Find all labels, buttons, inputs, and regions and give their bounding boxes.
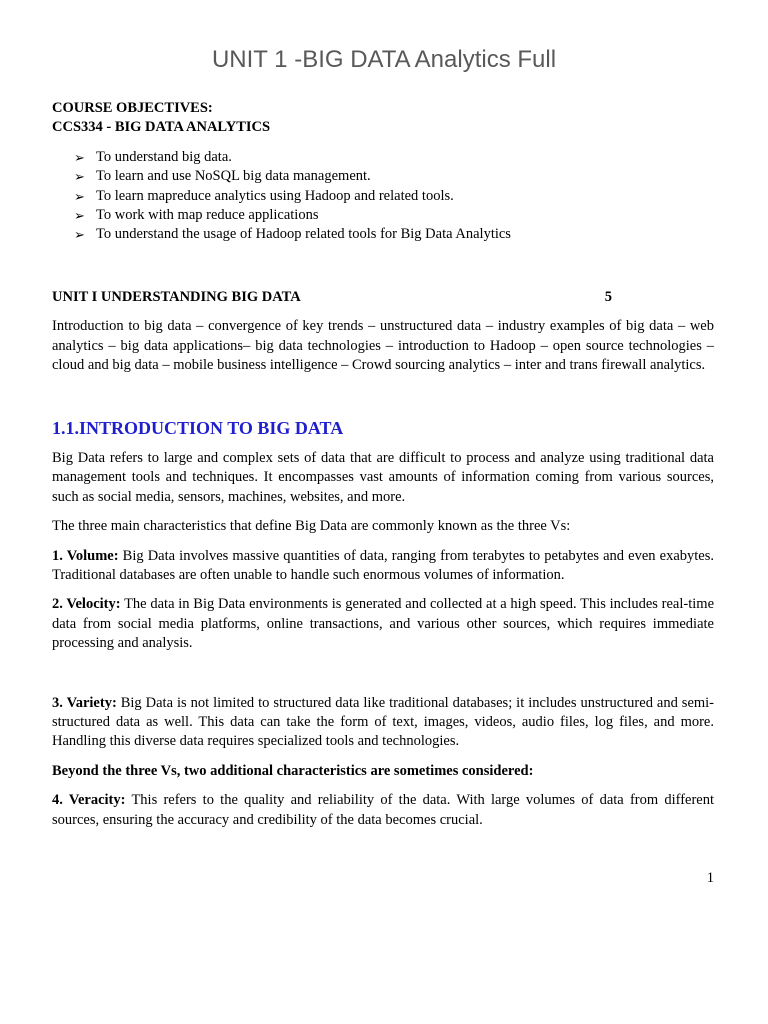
list-item (74, 187, 714, 206)
list-item-text: To learn and use NoSQL big data management. (96, 168, 371, 185)
arrow-bullet-icon: ➢ (74, 188, 85, 204)
section-heading: 1.1.INTRODUCTION TO BIG DATA (52, 418, 344, 439)
page-number: 1 (706, 870, 714, 886)
variety-text: Big Data is not limited to structured data like traditional databases; it includes unstructured and semi-structured data as well. This data can take the form of text, images, videos, audio files, log files, and more. Handling this diverse data requires specialized tools and technologies. (52, 694, 715, 750)
list-item-text: To understand big data. (96, 148, 232, 165)
variety-paragraph (52, 694, 714, 752)
arrow-bullet-icon: ➢ (74, 169, 85, 185)
volume-text: Big Data involves massive quantities of data, ranging from terabytes to petabytes and even exabytes. Traditional databases are often unable to handle such enormous volumes of information. (52, 547, 714, 583)
unit-syllabus: Introduction to big data – convergence of key trends – unstructured data – industry examples of big data – web analytics – big data applications– big data technologies – introduction to Hadoop – open source technologies – cloud and big data – mobile business intelligence – Crowd sourcing analytics – inter and trans firewall analytics. (52, 318, 714, 374)
list-item (74, 225, 714, 244)
list-item-text: To work with map reduce applications (96, 207, 319, 224)
list-item (74, 167, 714, 186)
list-item (74, 148, 714, 167)
list-item (74, 206, 714, 225)
beyond-heading: Beyond the three Vs, two additional characteristics are sometimes considered: (52, 762, 534, 779)
list-item-text: To understand the usage of Hadoop related tools for Big Data Analytics (96, 226, 511, 243)
course-code: CCS334 - BIG DATA ANALYTICS (52, 119, 271, 136)
variety-label: 3. Variety: (52, 694, 117, 711)
veracity-label: 4. Veracity: (52, 792, 126, 809)
list-item-text: To learn mapreduce analytics using Hadoop and related tools. (96, 187, 454, 204)
unit-heading (52, 288, 612, 307)
document-title: UNIT 1 -BIG DATA Analytics Full (211, 46, 557, 73)
veracity-paragraph (52, 791, 714, 830)
objectives-list (52, 148, 714, 245)
arrow-bullet-icon: ➢ (74, 208, 85, 224)
arrow-bullet-icon: ➢ (74, 227, 85, 243)
document-body (52, 99, 714, 830)
volume-paragraph (52, 547, 714, 586)
velocity-paragraph (52, 595, 714, 653)
unit-title: UNIT I UNDERSTANDING BIG DATA (52, 288, 301, 305)
veracity-text: This refers to the quality and reliability of the data. With large volumes of data from different sources, ensuring the accuracy and credibility of the data becomes crucial. (52, 792, 715, 828)
three-vs-paragraph: The three main characteristics that define Big Data are commonly known as the three Vs: (52, 518, 571, 535)
velocity-text: The data in Big Data environments is generated and collected at a high speed. This includes real-time data from social media platforms, online transactions, and various other sources, which requires immediate processing and analysis. (52, 596, 715, 652)
objectives-heading: COURSE OBJECTIVES: (52, 100, 213, 116)
intro-paragraph: Big Data refers to large and complex sets of data that are difficult to process and analyze using traditional data management tools and techniques. It encompasses vast amounts of information coming from various sources, such as social media, sensors, machines, websites, and more. (52, 449, 714, 505)
arrow-bullet-icon: ➢ (74, 149, 85, 165)
unit-hours: 5 (604, 288, 612, 305)
volume-label: 1. Volume: (52, 547, 119, 564)
velocity-label: 2. Velocity: (52, 596, 121, 613)
